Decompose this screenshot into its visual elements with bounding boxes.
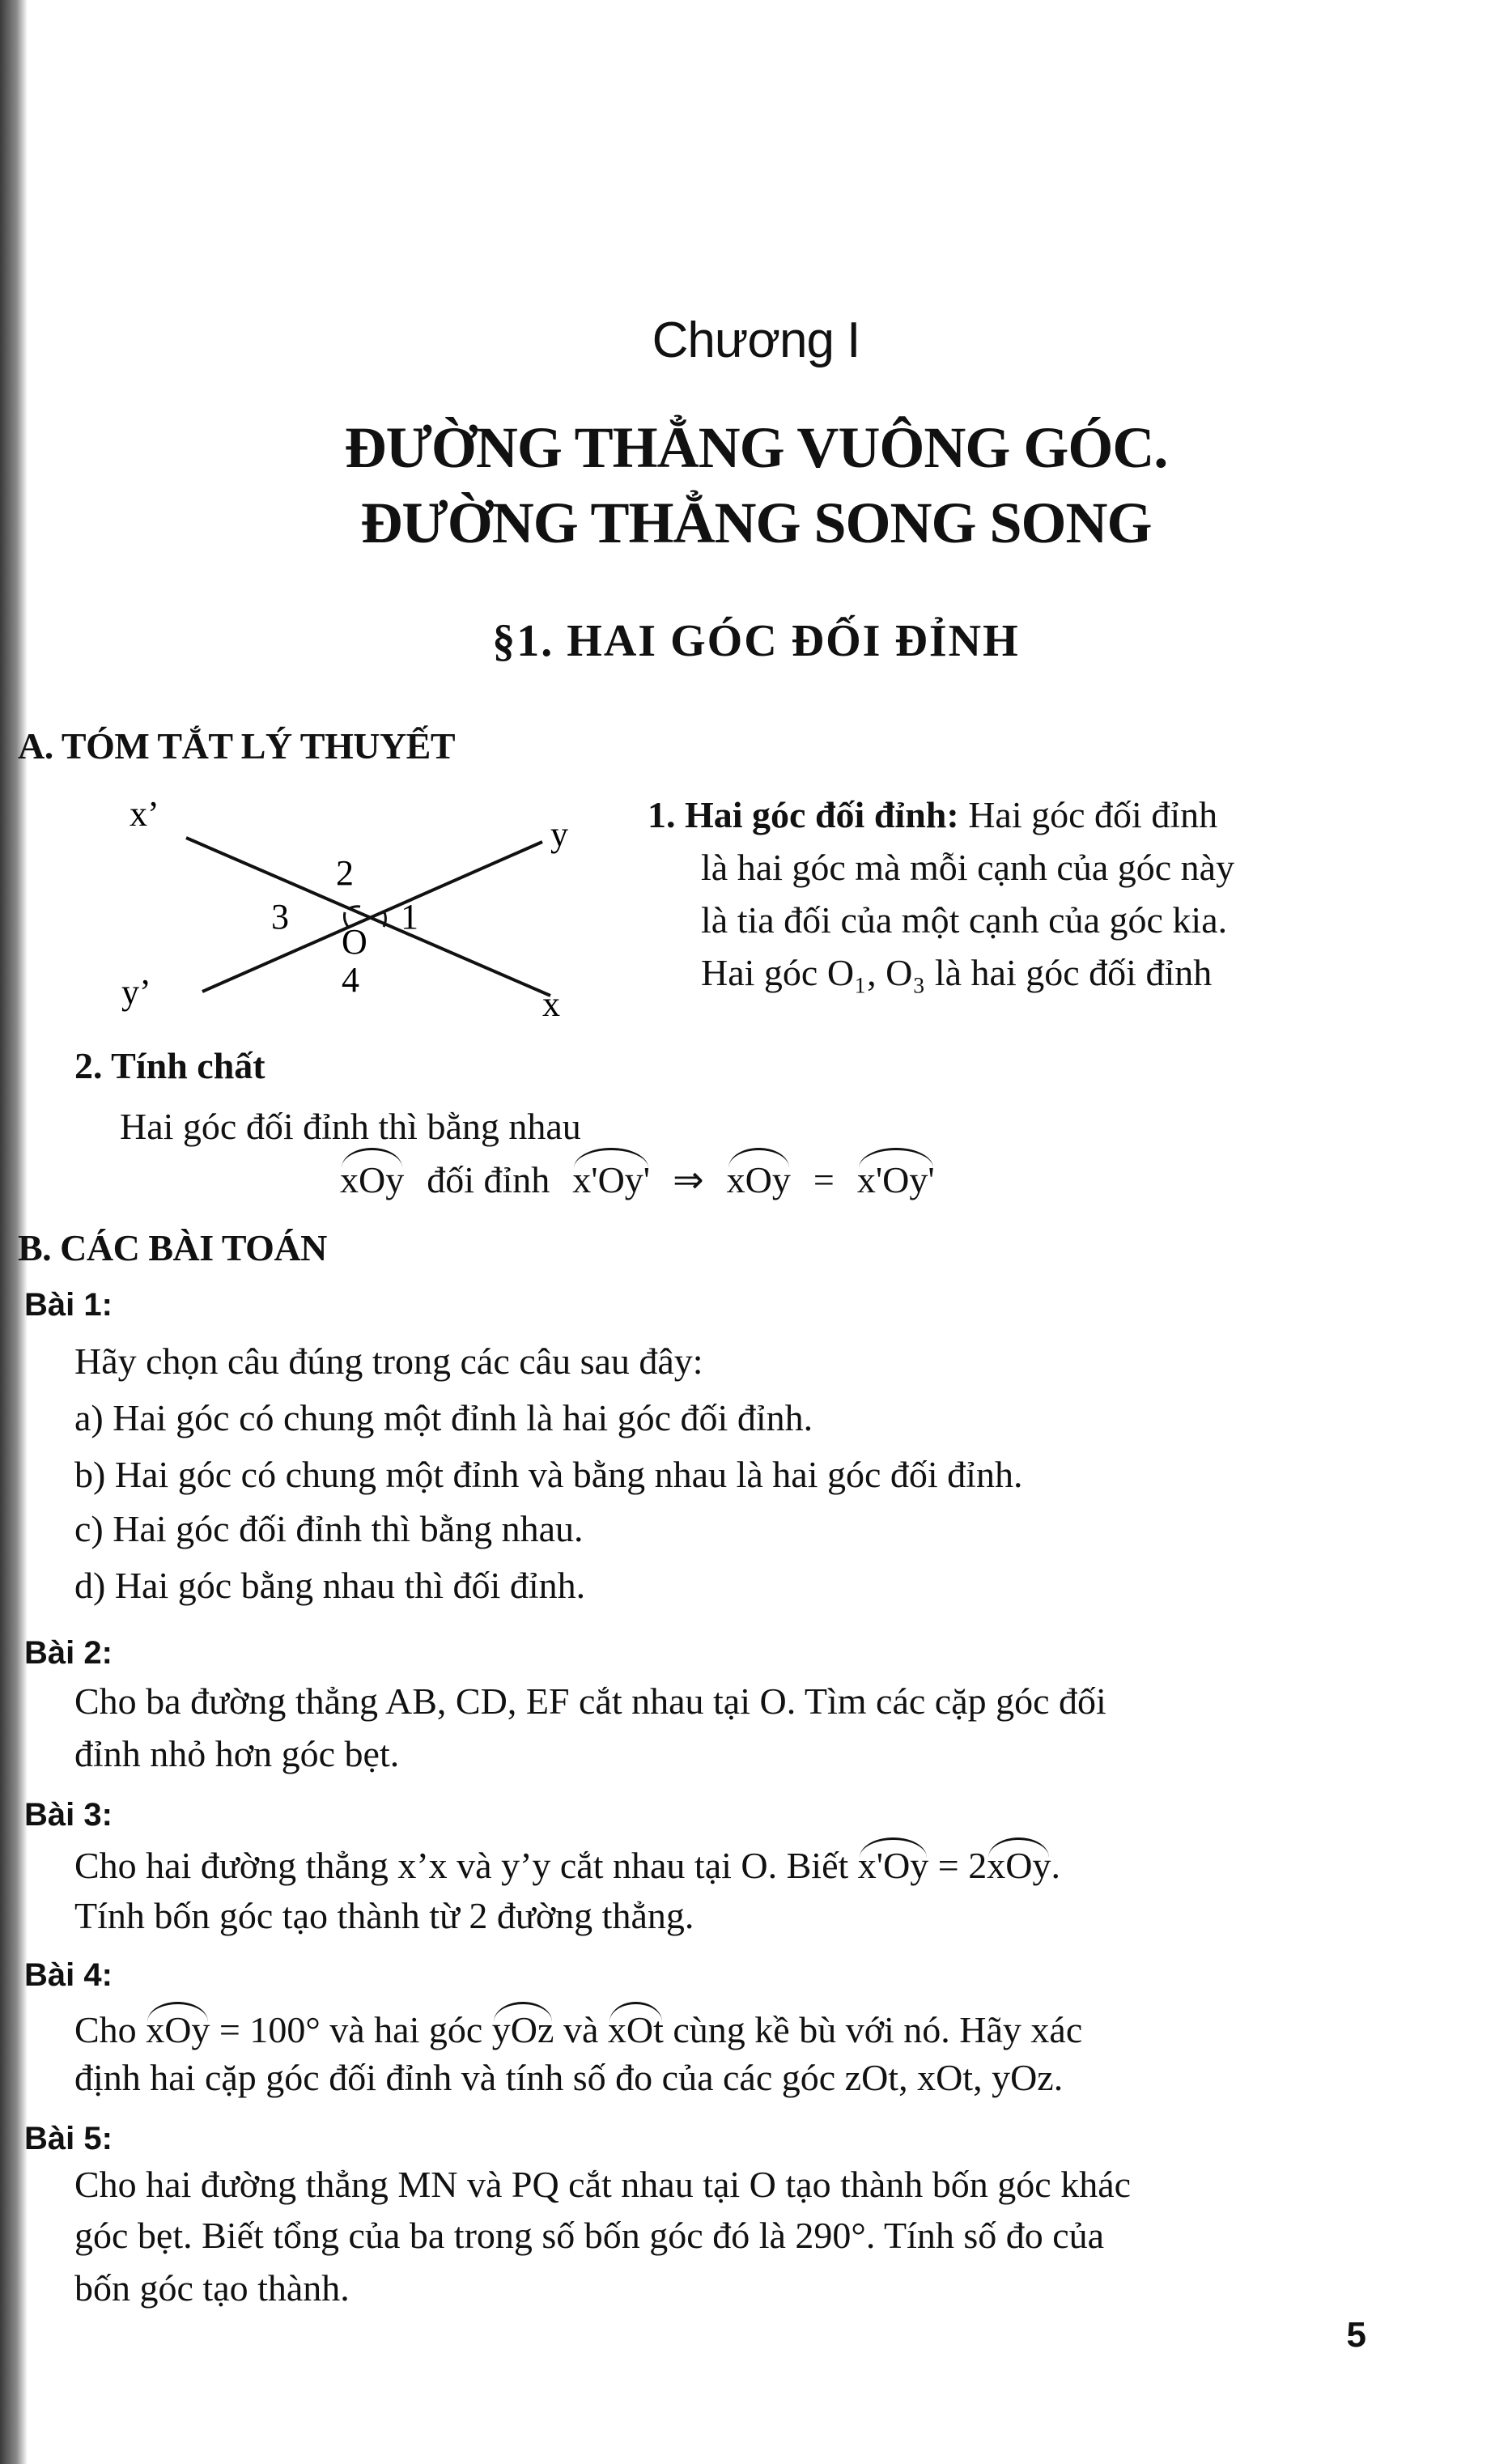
- bai-4-text-a: Cho: [74, 2009, 137, 2050]
- bai-2-line-1: Cho ba đường thẳng AB, CD, EF cắt nhau tại O. Tìm các cặp góc đối: [74, 1680, 1106, 1722]
- label-angle-1: 1: [401, 897, 418, 937]
- bai-3-end: .: [1051, 1845, 1060, 1886]
- bai-1-option-d: d) Hai góc bằng nhau thì đối đỉnh.: [74, 1565, 586, 1606]
- chapter-title-line-2: ĐƯỜNG THẲNG SONG SONG: [360, 491, 1152, 555]
- bai-4-line-1: [74, 2003, 1082, 2051]
- definition-label: 1. Hai góc đối đỉnh:: [648, 794, 959, 835]
- bai-5-label: Bài 5:: [24, 2121, 113, 2156]
- property-heading: 2. Tính chất: [74, 1045, 265, 1086]
- bai-5-line-2: góc bẹt. Biết tổng của ba trong số bốn góc đó là 290°. Tính số đo của: [74, 2215, 1105, 2256]
- bai-4-text-c: và: [563, 2009, 599, 2050]
- bai-4-angle-1: xOy: [146, 2003, 210, 2051]
- definition-line-4: Hai góc O₁, O₃ là hai góc đối đỉnh: [701, 952, 1213, 993]
- bai-4-text-b: = 100° và hai góc: [219, 2009, 483, 2050]
- bai-1-option-a: a) Hai góc có chung một đỉnh là hai góc đối đỉnh.: [74, 1397, 813, 1438]
- bai-4-text-d: cùng kề bù với nó. Hãy xác: [673, 2009, 1083, 2050]
- bai-3-line-2: Tính bốn góc tạo thành từ 2 đường thẳng.: [74, 1895, 694, 1936]
- chapter-label: Chương I: [652, 312, 860, 368]
- bai-4-line-2: định hai cặp góc đối đỉnh và tính số đo của các góc zOt, xOt, yOz.: [74, 2057, 1064, 2098]
- bai-5-line-3: bốn góc tạo thành.: [74, 2267, 350, 2309]
- angle-xoy: xOy: [340, 1149, 404, 1206]
- label-angle-3: 3: [271, 897, 289, 937]
- bai-4-label: Bài 4:: [24, 1957, 113, 1993]
- property-statement: Hai góc đối đỉnh thì bằng nhau: [120, 1106, 581, 1147]
- bai-1-intro: Hãy chọn câu đúng trong các câu sau đây:: [74, 1340, 703, 1382]
- definition-line-3: là tia đối của một cạnh của góc kia.: [701, 899, 1228, 941]
- definition-line-2: là hai góc mà mỗi cạnh của góc này: [701, 847, 1235, 888]
- bai-3-line-1: [74, 1839, 1060, 1887]
- angle-arc-2: [348, 907, 360, 909]
- label-y-prime: y’: [121, 972, 151, 1012]
- theory-heading: A. TÓM TẮT LÝ THUYẾT: [18, 725, 456, 767]
- label-angle-4: 4: [342, 960, 359, 1000]
- label-x: x: [542, 984, 560, 1024]
- label-angle-2: 2: [336, 853, 354, 893]
- angle-xpoyp-2: x'Oy': [857, 1149, 935, 1206]
- implies-arrow: ⇒: [673, 1159, 704, 1200]
- bai-3-angle-1: x'Oy: [858, 1839, 929, 1887]
- bai-1-option-b: b) Hai góc có chung một đỉnh và bằng nhau là hai góc đối đỉnh.: [74, 1454, 1023, 1495]
- bai-2-label: Bài 2:: [24, 1635, 113, 1671]
- bai-3-angle-2: xOy: [987, 1839, 1051, 1887]
- page-number: 5: [1346, 2315, 1366, 2355]
- problems-heading: B. CÁC BÀI TOÁN: [18, 1227, 327, 1268]
- vertical-angles-diagram: [113, 789, 615, 1032]
- angle-xoy-2: xOy: [727, 1149, 791, 1206]
- definition-text-1: Hai góc đối đỉnh: [968, 794, 1218, 835]
- formula-text: đối đỉnh: [427, 1159, 550, 1200]
- chapter-title-line-1: ĐƯỜNG THẲNG VUÔNG GÓC.: [344, 415, 1168, 480]
- bai-2-line-2: đỉnh nhỏ hơn góc bẹt.: [74, 1733, 400, 1774]
- bai-1-label: Bài 1:: [24, 1287, 113, 1323]
- bai-3-text: Cho hai đường thẳng x’x và y’y cắt nhau tại O. Biết: [74, 1845, 849, 1886]
- bai-1-option-c: c) Hai góc đối đỉnh thì bằng nhau.: [74, 1508, 584, 1549]
- angle-arc-1: [384, 911, 385, 927]
- definition-line-1: [648, 789, 1217, 841]
- equals-sign: =: [813, 1159, 835, 1200]
- bai-4-angle-2: yOz: [492, 2003, 554, 2051]
- property-formula: [340, 1149, 935, 1206]
- bai-3-eq: = 2: [937, 1845, 987, 1886]
- section-title: §1. HAI GÓC ĐỐI ĐỈNH: [492, 616, 1020, 666]
- bai-4-angle-3: xOt: [608, 2003, 664, 2051]
- bai-3-label: Bài 3:: [24, 1797, 113, 1833]
- label-y: y: [550, 814, 568, 854]
- label-x-prime: x’: [130, 794, 159, 834]
- bai-5-line-1: Cho hai đường thẳng MN và PQ cắt nhau tại O tạo thành bốn góc khác: [74, 2164, 1132, 2205]
- angle-xpoyp: x'Oy': [572, 1149, 650, 1206]
- label-vertex-o: O: [342, 922, 367, 962]
